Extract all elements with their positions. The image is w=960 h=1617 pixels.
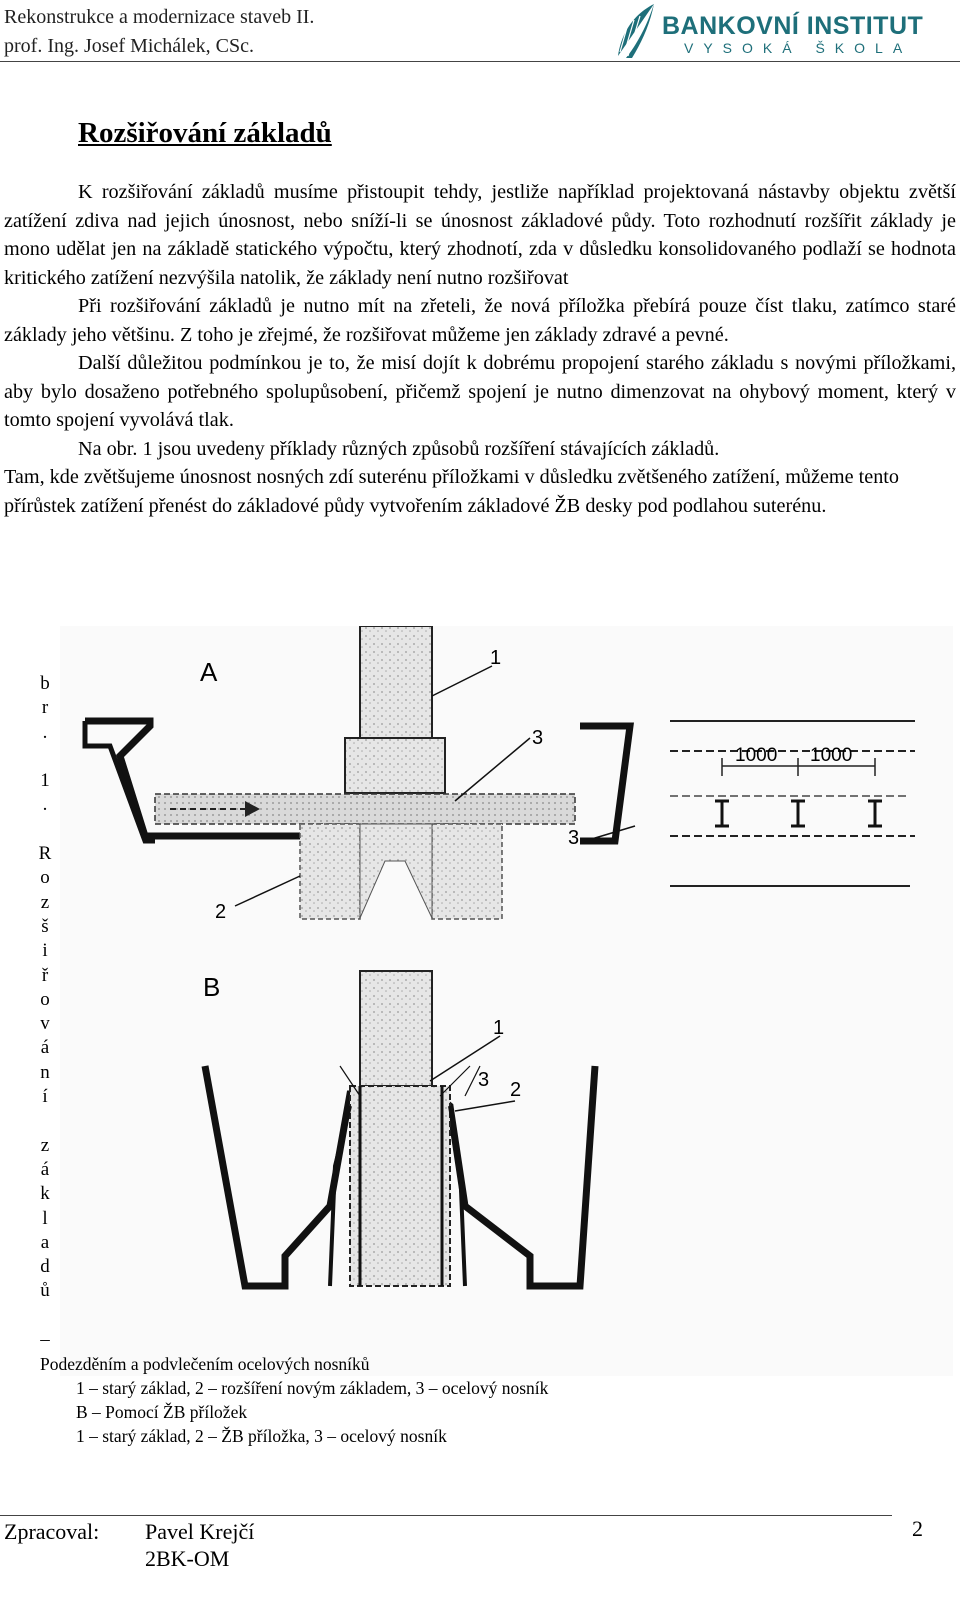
paragraph: Při rozšiřování základů je nutno mít na zřeteli, že nová příložka přebírá pouze číst tlaku, zatímco staré základy jeho většinu. Z toho je zřejmé, že rozšiřovat můžeme jen základy zdravé a pevné. (4, 295, 956, 346)
label-a-1: 1 (490, 647, 502, 669)
vertical-label-char: á (40, 1158, 50, 1180)
header-rule (0, 61, 960, 62)
vertical-label-char (38, 1109, 52, 1133)
footer-name: Pavel Krejčí (145, 1519, 255, 1544)
vertical-label-char: ř (41, 964, 49, 986)
course-title: Rekonstrukce a modernizace staveb II. (4, 6, 315, 28)
page-title: Rozšiřování základů (78, 117, 332, 149)
vertical-label-char: r (41, 697, 49, 719)
vertical-label-char: n (40, 1061, 50, 1083)
author-name: prof. Ing. Josef Michálek, CSc. (4, 35, 254, 57)
vertical-label-char: 1 (40, 770, 50, 792)
vertical-label-char: l (42, 1207, 48, 1229)
steel-beam-a (155, 794, 575, 824)
label-a: A (200, 657, 218, 687)
vertical-label-char: á (40, 1037, 50, 1059)
logo-feather-icon (614, 2, 658, 60)
vertical-label-char: z (40, 891, 50, 913)
figure-vertical-label (38, 672, 52, 1352)
caption-line-4: 1 – starý základ, 2 – ŽB příložka, 3 – ocelový nosník (76, 1426, 447, 1446)
label-plan-3: 3 (568, 827, 580, 849)
foundation-drawing (60, 626, 953, 1376)
vertical-label-char: š (41, 915, 49, 937)
body-text (4, 178, 956, 520)
label-a-3: 3 (532, 727, 544, 749)
old-footing-a (345, 738, 445, 793)
foundation-figure (60, 626, 953, 1376)
footer-rule (0, 1515, 892, 1516)
label-b-3: 3 (478, 1069, 490, 1091)
vertical-label-char: . (42, 721, 48, 743)
vertical-label-char: v (40, 1013, 50, 1035)
label-a-2: 2 (215, 901, 227, 923)
vertical-label-char: z (40, 1134, 50, 1156)
paragraph: K rozšiřování základů musíme přistoupit tehdy, jestliže například projektovaná nástavby objektu zvětší zatížení zdiva nad jejich únosnost, nebo sníží-li se únosnost základové půdy. Toto rozhodnutí rozšířit základy je mono udělat jen na základě statického výpočtu, který zhodnotí, zda v důsledku konsolidovaného podlaží se hodnota kritického zatížení nezvýšila natolik, že základy není nutno rozšiřovat (4, 181, 956, 289)
vertical-label-char: – (40, 1329, 50, 1351)
vertical-label-char: k (40, 1183, 50, 1205)
vertical-label-char: a (40, 1231, 50, 1253)
footer-code: 2BK-OM (145, 1546, 230, 1571)
caption-line-3: B – Pomocí ŽB příložek (76, 1402, 248, 1422)
footer-label: Zpracoval: (4, 1519, 100, 1544)
vertical-label-char: i (42, 940, 48, 962)
label-b-1: 1 (493, 1017, 505, 1039)
label-b-2: 2 (510, 1079, 522, 1101)
logo-subtitle: VYSOKÁ ŠKOLA (684, 40, 913, 56)
caption-line-1: Podezděním a podvlečením ocelových nosníků (40, 1354, 370, 1374)
old-footing-b (350, 1086, 450, 1286)
logo-name: BANKOVNÍ INSTITUT (662, 12, 924, 40)
paragraph: Tam, kde zvětšujeme únosnost nosných zdí suterénu příložkami v důsledku zvětšeného zatížení, můžeme tento přírůstek zatížení přenést do základové půdy vytvořením základové ŽB desky pod podlahou suterénu. (4, 466, 899, 517)
caption-line-2: 1 – starý základ, 2 – rozšíření novým základem, 3 – ocelový nosník (76, 1378, 549, 1398)
label-b: B (203, 972, 221, 1002)
vertical-label-char: R (38, 843, 52, 865)
dimension-1: 1000 (735, 745, 778, 766)
new-footing-left (300, 824, 360, 919)
vertical-label-char: o (40, 988, 50, 1010)
vertical-label-char: d (40, 1256, 50, 1278)
institute-logo (612, 2, 960, 60)
vertical-label-char (38, 818, 52, 842)
paragraph: Na obr. 1 jsou uvedeny příklady různých způsobů rozšíření stávajících základů. (78, 437, 720, 460)
paragraph: Další důležitou podmínkou je to, že misí dojít k dobrému propojení starého základu s novými příložkami, aby bylo dosaženo potřebného spolupůsobení, přičemž spojení je nutno dimenzovat na ohybový moment, který v tomto spojení vyvolává tlak. (4, 352, 956, 431)
vertical-label-char: ů (40, 1280, 50, 1302)
page-number: 2 (912, 1516, 923, 1541)
vertical-label-char (38, 745, 52, 769)
vertical-label-char: b (40, 673, 50, 694)
vertical-label-char: . (42, 794, 48, 816)
vertical-label-char: í (42, 1086, 48, 1108)
new-footing-right (432, 824, 502, 919)
vertical-label-char (38, 1304, 52, 1328)
wall-b (360, 971, 432, 1086)
dimension-2: 1000 (810, 745, 853, 766)
vertical-label-char: o (40, 867, 50, 889)
